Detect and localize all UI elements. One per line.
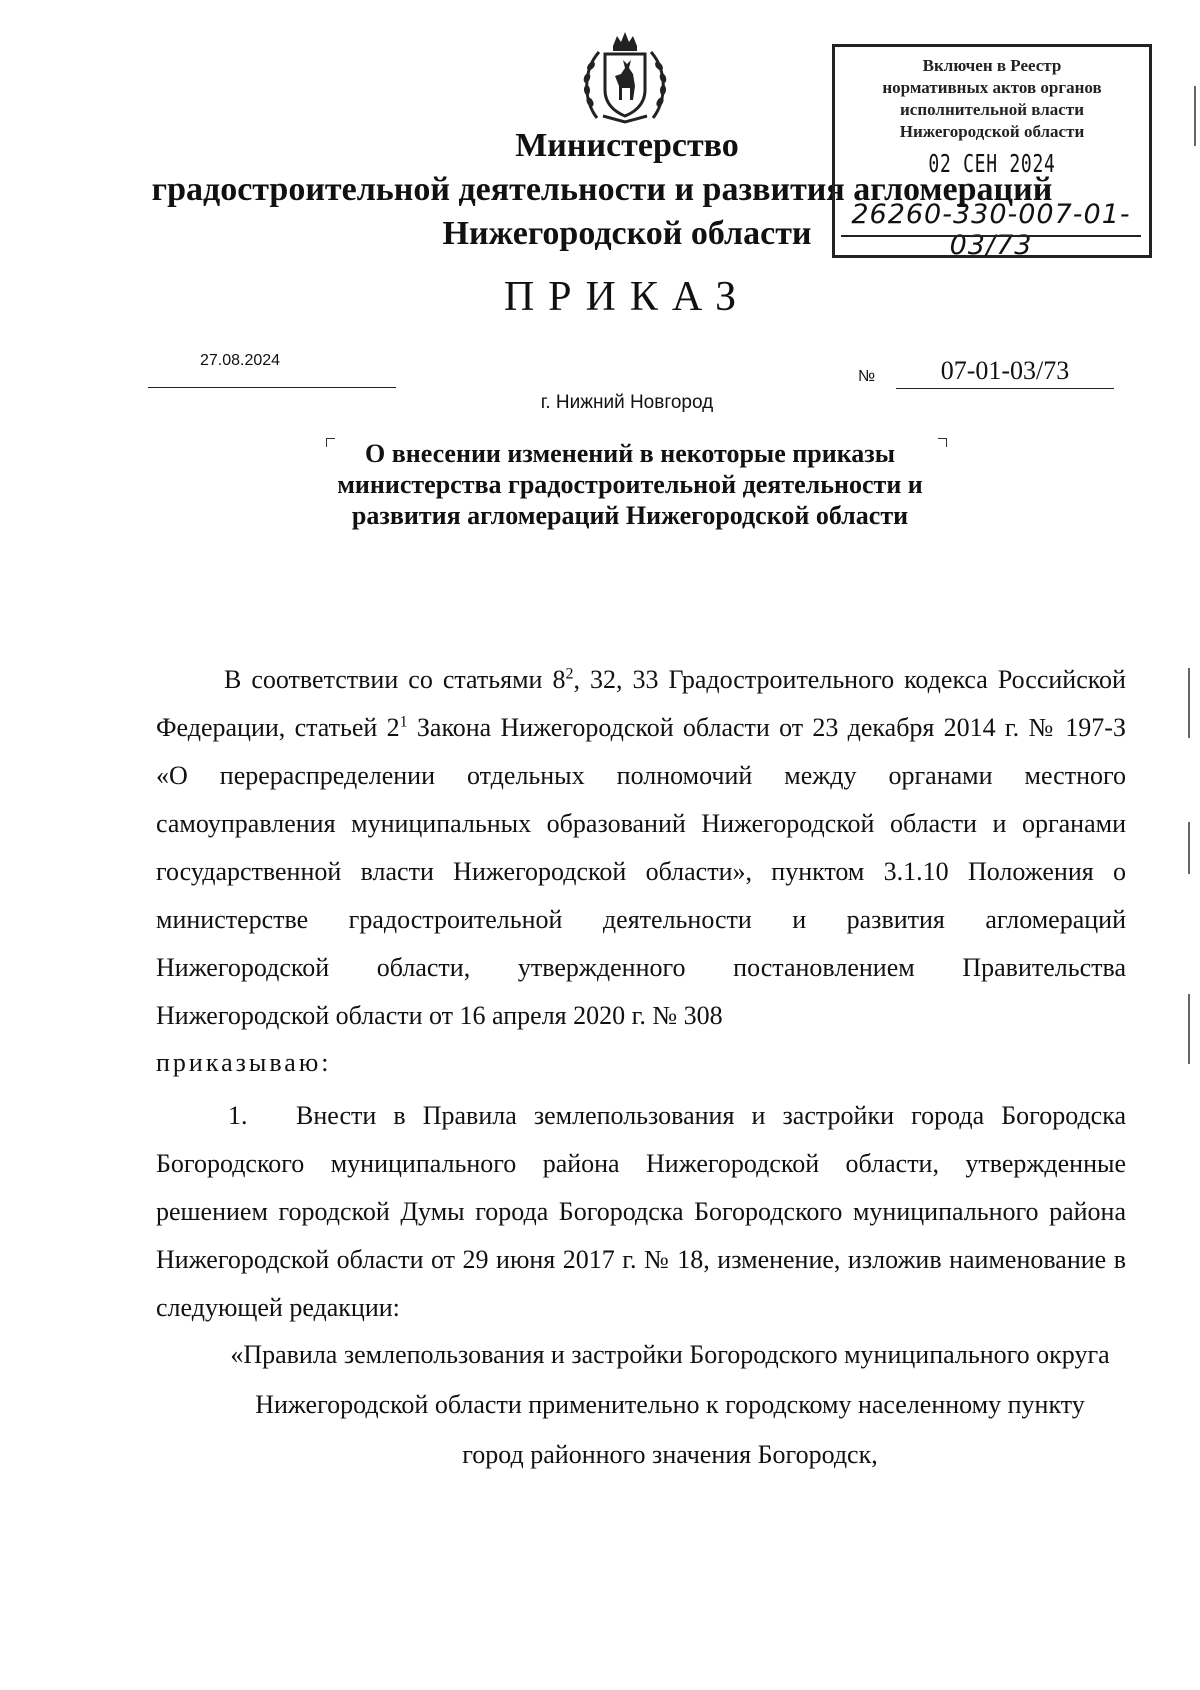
stamp-registration-number: 26260-330-007-01-03/73 [851,199,1131,261]
preamble-paragraph [156,656,1126,1040]
stamp-line-1: Включен в Реестр [922,56,1062,75]
registry-stamp [832,44,1152,261]
stamp-underline [841,235,1141,237]
ministry-title-line-3: Нижегородской области [442,215,812,252]
preamble-superscript-2: 1 [399,713,408,731]
number-sign: № [858,368,876,385]
item-1-text: Внести в Правила землепользования и застройки города Богородска Богородского муниципального района Нижегородской области, утвержденные решением городской Думы города Богородска Богородского муниципального района Нижегородской области от 29 июня 2017 г. № 18, изменение, изложив наименование в следующей редакции: [156,1101,1126,1322]
stamp-line-2: нормативных актов органов [882,78,1102,97]
stamp-line-4: Нижегородской области [899,122,1085,141]
document-date: 27.08.2024 [200,352,281,369]
preamble-text-b: , 32, 33 Градостроительного кодекса Российской Федерации, статьей 2 [156,665,1126,742]
coat-of-arms-icon [575,30,675,126]
date-underline [148,387,396,388]
stamp-date: 02 СЕН 2024 [928,149,1056,178]
scan-mark [1194,86,1196,146]
order-word: приказываю: [156,1048,332,1077]
ministry-title-line-1: Министерство [515,127,739,164]
preamble-text-c: Закона Нижегородской области от 23 декабря 2014 г. № 197-З «О перераспределении отдельных полномочий между органами местного самоуправления муниципальных образований Нижегородской области и органами государственной власти Нижегородской области», пунктом 3.1.10 Положения о министерстве градостроительной деятельности и развития агломераций Нижегородской области, утвержденного постановлением Правительства Нижегородской области от 16 апреля 2020 г. № 308 [156,713,1126,1030]
scan-mark [1188,822,1190,874]
number-underline [896,388,1114,389]
scan-mark [1188,994,1190,1064]
document-number: 07-01-03/73 [940,356,1070,385]
document-subject: О внесении изменений в некоторые приказы министерства градостроительной деятельности и развития агломераций Нижегородской области [337,439,923,530]
preamble-superscript-1: 2 [565,665,574,683]
quoted-title: «Правила землепользования и застройки Богородского муниципального округа Нижегородской области применительно к городскому населенному пункту город районного значения Богородск, [230,1340,1110,1469]
ministry-title-line-2: градостроительной деятельности и развития агломераций [151,171,1053,208]
stamp-line-3: исполнительной власти [900,100,1084,119]
scan-mark [1188,668,1190,738]
item-1-paragraph [156,1092,1126,1332]
document-title: ПРИКАЗ [503,274,751,320]
preamble-text-a: В соответствии со статьями 8 [224,665,566,694]
item-1-number: 1. [228,1101,248,1130]
city: г. Нижний Новгород [540,392,714,413]
